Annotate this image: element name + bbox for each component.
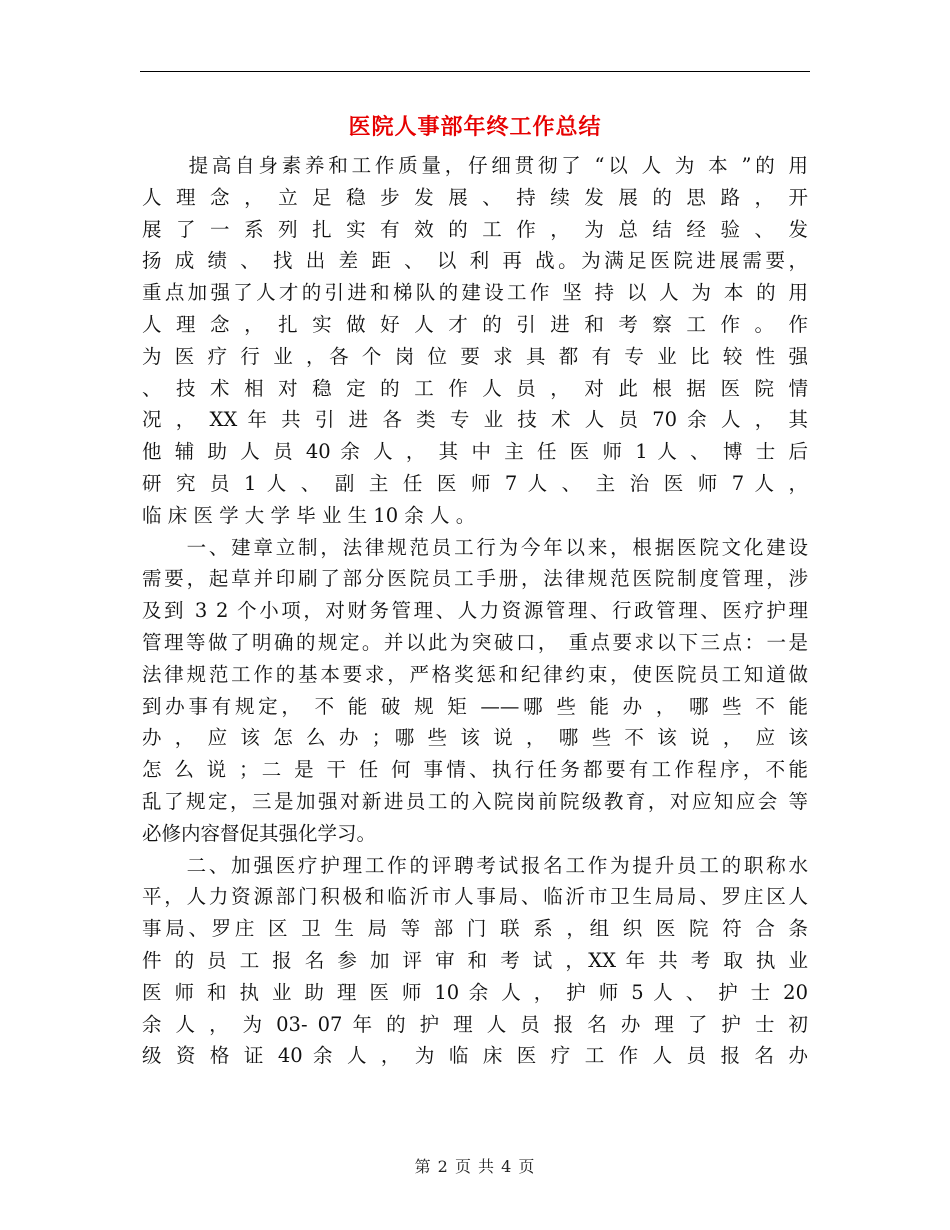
body-line: 余 人 ， 为 03- 07 年 的 护 理 人 员 报 名 办 理 了 护 士 初 (142, 1012, 808, 1036)
body-line: 为 医 疗 行 业 ，各 个 岗 位 要 求 具 都 有 专 业 比 较 性 强 (142, 344, 808, 368)
body-line: 件 的 员 工 报 名 参 加 评 审 和 考 试 ，XX 年 共 考 取 执 业 (142, 948, 808, 972)
body-line: 二、加强医疗护理工作的评聘考试报名工作为提升员工的职称水 (142, 853, 808, 877)
body-line: 级 资 格 证 40 余 人 ， 为 临 床 医 疗 工 作 人 员 报 名 办 (142, 1044, 808, 1068)
body-line: 管理等做了明确的规定。并以此为突破口， 重点要求以下三点：一是 (142, 630, 808, 654)
body-line: 法律规范工作的基本要求，严格奖惩和纪律约束，使医院员工知道做 (142, 662, 808, 686)
body-line: 医 师 和 执 业 助 理 医 师 10 余 人 ， 护 师 5 人 、 护 士 20 (142, 980, 808, 1004)
body-line: 况 ， XX 年 共 引 进 各 类 专 业 技 术 人 员 70 余 人 ， 其 (142, 408, 808, 432)
document-title: 医院人事部年终工作总结 (348, 114, 602, 140)
body-line: 事局、罗庄 区 卫 生 局 等 部 门 联 系 ，组 织 医 院 符 合 条 (142, 917, 808, 941)
body-line: 需要，起草并印刷了部分医院员工手册，法律规范医院制度管理，涉 (142, 567, 808, 591)
body-line: 一、建章立制，法律规范员工行为今年以来，根据医院文化建设 (142, 535, 808, 559)
body-line: 到办事有规定， 不 能 破 规 矩 ——哪 些 能 办 ， 哪 些 不 能 (142, 694, 808, 718)
body-line: 扬 成 绩 、 找 出 差 距 、 以 利 再 战。为满足医院进展需要， (142, 249, 808, 273)
body-line: 研 究 员 1 人 、 副 主 任 医 师 7 人 、 主 治 医 师 7 人 ， (142, 471, 808, 495)
body-line: 平，人力资源部门积极和临沂市人事局、临沂市卫生局局、罗庄区人 (142, 885, 808, 909)
body-line: 展 了 一 系 列 扎 实 有 效 的 工 作 ， 为 总 结 经 验 、 发 (142, 217, 808, 241)
header-rule (140, 71, 810, 72)
page-footer: 第 2 页 共 4 页 (414, 1157, 536, 1176)
body-line: 、 技 术 相 对 稳 定 的 工 作 人 员 ， 对 此 根 据 医 院 情 (142, 376, 808, 400)
body-line: 人 理 念 ， 扎 实 做 好 人 才 的 引 进 和 考 察 工 作 。 作 (142, 312, 808, 336)
body-line: 及到 3 2 个小项，对财务管理、人力资源管理、行政管理、医疗护理 (142, 599, 808, 623)
body-line: 人 理 念 ， 立 足 稳 步 发 展 、 持 续 发 展 的 思 路 ， 开 (142, 185, 808, 209)
body-line: 提高自身素养和工作质量，仔细贯彻了 “以 人 为 本 ”的 用 (142, 154, 808, 177)
body-line: 必修内容督促其强化学习。 (142, 821, 377, 845)
body-line: 临 床 医 学 大 学 毕 业 生 10 余 人 。 (142, 503, 476, 527)
document-body (142, 150, 808, 1072)
body-line: 他 辅 助 人 员 40 余 人 ， 其 中 主 任 医 师 1 人 、 博 士 后 (142, 440, 808, 464)
body-line: 办 ， 应 该 怎 么 办 ；哪 些 该 说 ， 哪 些 不 该 说 ， 应 该 (142, 726, 808, 750)
body-line: 怎 么 说 ；二 是 干 任 何 事情、执行任务都要有工作程序，不能 (142, 758, 808, 782)
body-line: 重点加强了人才的引进和梯队的建设工作 坚 持 以 人 为 本 的 用 (142, 281, 808, 305)
body-line: 乱了规定，三是加强对新进员工的入院岗前院级教育，对应知应会 等 (142, 789, 808, 813)
